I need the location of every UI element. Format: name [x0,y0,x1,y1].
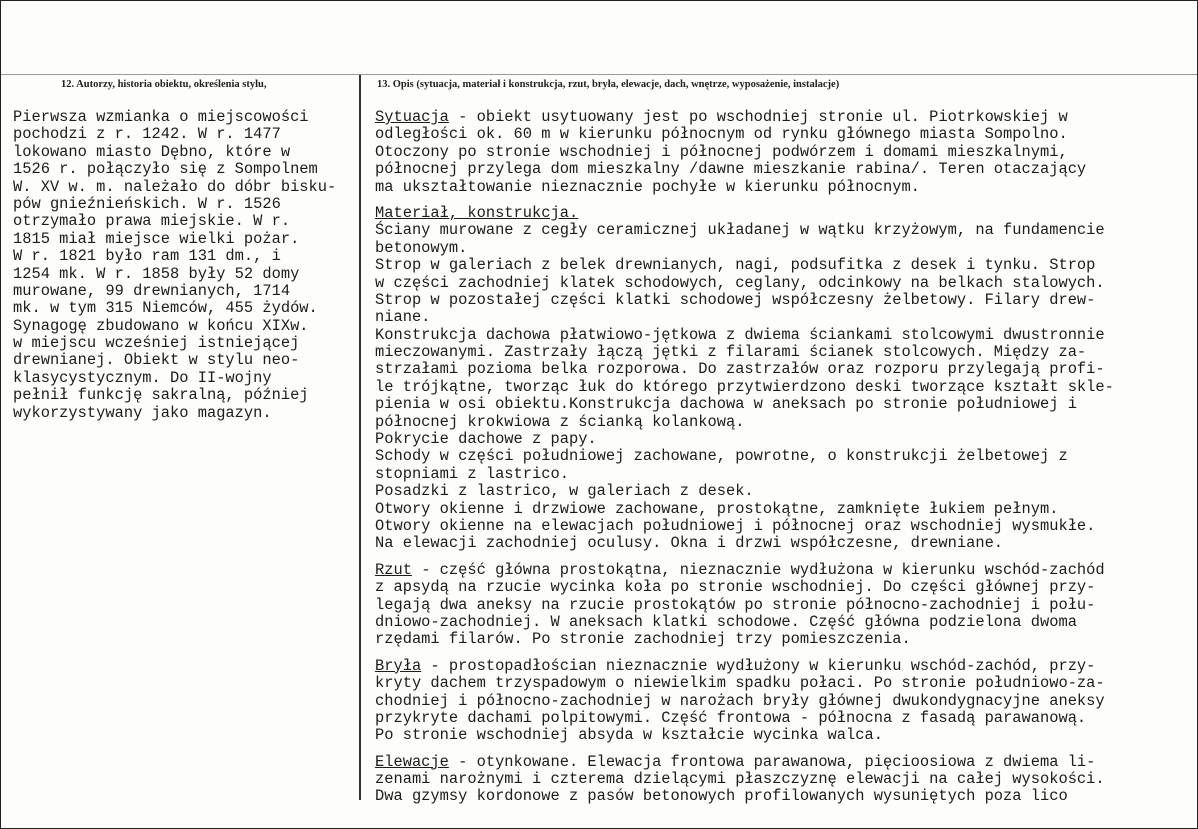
description-section [375,754,1193,806]
description-line: betonowym. [375,238,468,257]
description-line: Strop w galeriach z belek drewnianych, nagi, podsufitka z desek i tynku. Strop [375,256,1096,275]
left-column-header: 12. Autorzy, historia obiektu, określenia stylu, [61,79,267,90]
history-line: murowane, 99 drewnianych, 1714 [13,281,291,300]
description-line: Konstrukcja dachowa płatwiowo-jętkowa z dwiema ściankami stolcowymi dwustronnie [375,325,1105,344]
history-line: klasycystycznym. Do II-wojny [13,368,272,387]
description-line: przykryte dachami polpitowymi. Część frontowa - północna z fasadą parawanową. [375,708,1087,727]
description-line: w części zachodniej klatek schodowych, ceglany, odcinkowy na belkach stalowych. [375,273,1105,292]
section-first-line [375,754,1193,771]
section-heading: Rzut [375,560,412,579]
description-line: legają dwa aneksy na rzucie prostokątów po stronie północno-zachodniej i połu- [375,595,1096,614]
history-line: pochodzi z r. 1242. W r. 1477 [13,125,281,144]
header-rule [1,74,1197,75]
history-line: Synagogę zbudowano w końcu XIXw. [13,316,309,335]
section-first-text: - prostopadłościan nieznacznie wydłużony w kierunku wschód-zachód, przy- [421,656,1096,675]
history-line: otrzymało prawa miejskie. W r. [13,212,291,231]
description-section [375,658,1193,745]
description-line: mieczowanymi. Zastrzały łączą jętki z filarami ścianek stolcowych. Między za- [375,343,1087,362]
description-text [375,109,1193,815]
history-line: W. XV w. m. należało do dóbr bisku- [13,177,337,196]
section-first-text: - otynkowane. Elewacja frontowa parawanowa, pięcioosiowa z dwiema li- [448,752,1096,771]
history-line: lokowano miasto Dębno, które w [13,142,291,161]
description-line: pienia w osi obiektu.Konstrukcja dachowa w aneksach po stronie południowej i [375,395,1077,414]
description-line: Posadzki z lastrico, w galeriach z desek. [375,482,754,501]
history-line: w miejscu wcześniej istniejącej [13,334,300,353]
section-heading: Elewacje [375,752,449,771]
section-heading: Materiał, konstrukcja. [375,203,579,222]
section-first-line [375,562,1193,579]
section-heading: Sytuacja [375,108,449,126]
description-line: rzędami filarów. Po stronie zachodniej trzy pomieszczenia. [375,630,911,649]
description-line: stopniami z lastrico. [375,464,569,483]
history-line: 1254 mk. W r. 1858 były 52 domy [13,264,300,283]
section-first-line [375,658,1193,675]
description-line: strzałami pozioma belka rozporowa. Do zastrzałów oraz rozporu przylegają profi- [375,360,1105,379]
history-line: wykorzystywany jako magazyn. [13,403,272,422]
history-line: W r. 1821 było ram 131 dm., i [13,247,281,266]
history-line: pów gnieźnieńskich. W r. 1526 [13,194,281,213]
section-first-line [375,205,1193,222]
description-line: Strop w pozostałej części klatki schodowej współczesny żelbetowy. Filary drew- [375,290,1096,309]
description-line: kryty dachem trzyspadowym o niewielkim spadku połaci. Po stronie południowo-za- [375,674,1105,693]
description-line: niane. [375,308,431,327]
description-line: Ściany murowane z cegły ceramicznej układanej w wątku krzyżowym, na fundamencie [375,221,1105,240]
description-line: Pokrycie dachowe z papy. [375,430,597,449]
description-line: Na elewacji zachodniej oculusy. Okna i drzwi współczesne, drewniane. [375,534,1004,553]
description-line: ma ukształtowanie nieznacznie pochyłe w kierunku północnym. [375,177,920,196]
right-column-header: 13. Opis (sytuacja, materiał i konstrukcja, rzut, bryła, elewacje, dach, wnętrze, wyposażenie, instalacje) [377,79,840,90]
history-line: drewnianej. Obiekt w stylu neo- [13,351,300,370]
history-line: Pierwsza wzmianka o miejscowości [13,108,309,126]
history-line: 1815 miał miejsce wielki pożar. [13,229,300,248]
description-line: Dwa gzymsy kordonowe z pasów betonowych profilowanych wysuniętych poza lico [375,787,1068,806]
section-heading: Bryła [375,656,422,675]
description-line: Po stronie wschodniej absyda w kształcie wycinka walca. [375,726,883,745]
description-line: z apsydą na rzucie wycinka koła po stronie wschodniej. Do części głównej przy- [375,578,1096,597]
description-line: Otwory okienne na elewacjach południowej i północnej oraz wschodniej wysmukłe. [375,516,1096,535]
section-first-text: - część główna prostokątna, nieznacznie wydłużona w kierunku wschód-zachód [411,560,1105,579]
description-line: odległości ok. 60 m w kierunku północnym od rynku głównego miasta Sompolno. [375,125,1068,144]
section-first-line [375,109,1193,126]
description-line: zenami narożnymi i czterema dzielącymi płaszczyznę elewacji na całej wysokości. [375,770,1105,789]
column-divider [359,75,361,800]
description-section [375,562,1193,649]
description-line: Otoczony po stronie wschodniej i północnej podwórzem i domami mieszkalnymi, [375,142,1068,161]
description-line: le trójkątne, tworząc łuk do którego przytwierdzono deski tworzące kształt skle- [375,377,1114,396]
history-line: pełnił funkcję sakralną, później [13,386,309,405]
history-line: mk. w tym 315 Niemców, 455 żydów. [13,299,318,318]
description-line: chodniej i północno-zachodniej w narożach bryły głównej dwukondygnacyjne aneksy [375,691,1105,710]
description-line: północnej krokwiowa z ścianką kolankową. [375,412,745,431]
description-line: Schody w części południowej zachowane, powrotne, o konstrukcji żelbetowej z [375,447,1068,466]
history-text [13,109,358,422]
description-section [375,205,1193,553]
description-line: dniowo-zachodniej. W aneksach klatki schodowe. Część główna podzielona dwoma [375,612,1077,631]
description-line: północnej przylega dom mieszkalny /dawne mieszkanie rabina/. Teren otaczający [375,160,1087,179]
description-section [375,109,1193,196]
history-line: 1526 r. połączyło się z Sompolnem [13,160,318,179]
description-line: Otwory okienne i drzwiowe zachowane, prostokątne, zamknięte łukiem pełnym. [375,499,1059,518]
section-first-text: - obiekt usytuowany jest po wschodniej stronie ul. Piotrkowskiej w [448,108,1068,126]
